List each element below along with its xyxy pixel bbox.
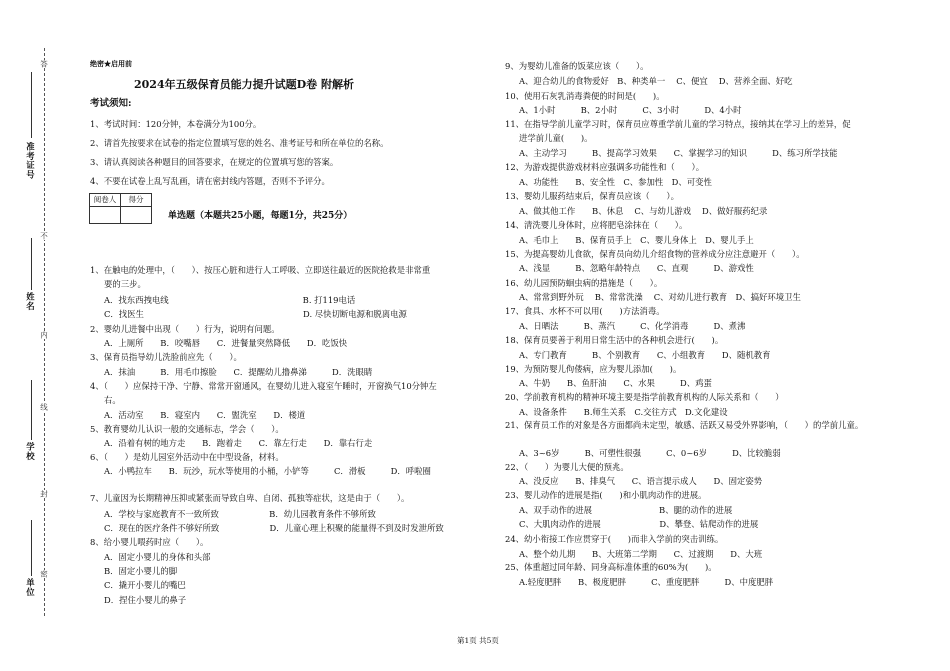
- question-stem: 21、保育员工作的对象是各方面都尚未定型，敏感、活跃又易受外界影响，（ ）的学前儿童。: [505, 420, 864, 430]
- question-stem: 12、为游戏提供游戏材料应强调多功能性和（ ）。: [505, 162, 705, 172]
- question-option: C．找医生 D. 尽快切断电源和脱离电源: [104, 309, 407, 319]
- page-title: 2024年五级保育员能力提升试题D卷 附解析: [134, 78, 354, 91]
- question-option: D．捏住小婴儿的鼻子: [104, 595, 187, 605]
- reviewer-cell[interactable]: [90, 207, 121, 224]
- question-option: A．沿着有树的地方走 B．跑着走 C．靠左行走 D．靠右行走: [104, 438, 373, 448]
- binding-mark: 线: [39, 403, 49, 411]
- question-option: A．学校与家庭教育不一致所致 B．幼儿园教育条件不够所致: [104, 509, 376, 519]
- page-footer: 第1页 共5页: [457, 636, 499, 645]
- question-stem: 5、教育婴幼儿认识一般的交通标志，学会（ ）。: [90, 424, 284, 434]
- question-stem: 1、在触电的处理中，（ ）、按压心脏和进行人工呼吸、立即送往最近的医院抢救是非常重: [90, 265, 431, 275]
- question-stem: 11、在指导学前儿童学习时，保育员应尊重学前儿童的学习特点，接纳其在学习上的差异，促: [505, 119, 851, 129]
- question-option: B．固定小婴儿的脚: [104, 566, 178, 576]
- name-field[interactable]: [31, 238, 32, 290]
- question-stem: 16、幼儿园预防蛔虫病的措施是（ ）。: [505, 278, 663, 288]
- question-stem: 9、为婴幼儿准备的饭菜应该（ ）。: [505, 61, 649, 71]
- question-option: C．撬开小婴儿的嘴巴: [104, 580, 186, 590]
- school-label: 学校: [25, 442, 36, 461]
- question-option: A．活动室 B．寝室内 C．盥洗室 D．楼道: [104, 410, 306, 420]
- question-option: 进学前儿童( )。: [519, 133, 593, 143]
- question-stem: 2、婴幼儿进餐中出现（ ）行为，说明有问题。: [90, 324, 280, 334]
- question-stem: 18、保育员要善于利用日常生活中的各种机会进行( )。: [505, 335, 724, 345]
- question-stem: 4、（ ）应保持干净、宁静、常常开窗通风，在婴幼儿进入寝室午睡时，开窗换气10分钟左: [90, 381, 437, 391]
- question-option: A．固定小婴儿的身体和头部: [104, 552, 211, 562]
- question-stem: 8、给小婴儿喂药时应（ ）。: [90, 537, 209, 547]
- question-option: A、1小时 B、2小时 C、3小时 D、4小时: [519, 105, 742, 115]
- question-stem: 20、学前教育机构的精神环境主要是指学前教育机构的人际关系和（ ）: [505, 392, 784, 402]
- question-stem: 24、幼小衔接工作应贯穿于( )而非入学前的突击训练。: [505, 534, 724, 544]
- unit-field[interactable]: [31, 520, 32, 576]
- question-option: A、做其他工作 B、休息 C、与幼儿游戏 D、做好服药纪录: [519, 206, 768, 216]
- question-stem: 17、食具、水杯不可以用( )方法消毒。: [505, 306, 665, 316]
- exam-number-field[interactable]: [31, 72, 32, 138]
- question-stem: 23、婴儿动作的进展是指( )和小肌肉动作的进展。: [505, 490, 707, 500]
- question-option: A、日晒法 B、蒸汽 C、化学消毒 D、煮沸: [519, 321, 746, 331]
- question-option: A、功能性 B、安全性 C、参加性 D、可变性: [519, 177, 712, 187]
- question-stem: 25、体重超过同年龄、同身高标准体重的60%为( )。: [505, 562, 717, 572]
- score-header: 得分: [121, 194, 152, 207]
- question-option: A、整个幼儿期 B、大班第二学期 C、过渡期 D、大班: [519, 549, 763, 559]
- question-option: A、牛奶 B、鱼肝油 C、水果 D、鸡蛋: [519, 378, 712, 388]
- section-heading: 单选题（本题共25小题，每题1分，共25分）: [168, 211, 353, 221]
- binding-mark: 答: [39, 60, 49, 68]
- reviewer-header: 阅卷人: [90, 194, 121, 207]
- question-stem: 15、为提高婴幼儿食欲，保育员向幼儿介绍食物的营养成分应注意避开（ ）。: [505, 249, 805, 259]
- notice-item: 2、请首先按要求在试卷的指定位置填写您的姓名、准考证号和所在单位的名称。: [90, 138, 389, 148]
- question-stem: 10、使用石灰乳消毒粪便的时间是( )。: [505, 91, 665, 101]
- question-stem: 19、为预防婴儿佝偻病，应为婴儿添加( )。: [505, 364, 682, 374]
- binding-mark: 密: [39, 570, 49, 578]
- binding-mark: 内: [39, 331, 49, 339]
- unit-label: 单位: [25, 578, 36, 597]
- question-option: A、浅显 B、忽略年龄特点 C、直观 D、游戏性: [519, 263, 754, 273]
- question-option: A．抹油 B．用毛巾擦脸 C．提醒幼儿撸鼻涕 D．洗眼睛: [104, 367, 373, 377]
- question-option: A、毛巾上 B、保育员手上 C、婴儿身体上 D、婴儿手上: [519, 235, 754, 245]
- notice-item: 4、不要在试卷上乱写乱画，请在密封线内答题，否则不予评分。: [90, 176, 330, 186]
- question-option: A、主动学习 B、提高学习效果 C、掌握学习的知识 D、练习所学技能: [519, 148, 838, 158]
- question-stem: 22、（ ）为婴儿大便的预兆。: [505, 462, 629, 472]
- question-option: A．找东西拽电线 B. 打119电话: [104, 295, 356, 305]
- question-option: C、大肌肉动作的进展 D、攀登、钻爬动作的进展: [519, 519, 759, 529]
- exam-number-label: 准考证号: [25, 142, 36, 180]
- question-stem: 7、儿童因为长期精神压抑或紧张而导致自卑、自闭、孤独等症状，这是由于（ ）。: [90, 493, 410, 503]
- notice-item: 1、考试时间：120分钟，本卷满分为100分。: [90, 119, 262, 129]
- question-option: A、迎合幼儿的食物爱好 B、种类单一 C、便宜 D、营养全面、好吃: [519, 76, 793, 86]
- question-option: A.轻度肥胖 B、极度肥胖 C、重度肥胖 D、中度肥胖: [519, 577, 774, 587]
- question-option: A、常常到野外玩 B、常常洗澡 C、对幼儿进行教育 D、搞好环境卫生: [519, 292, 801, 302]
- score-table: [89, 193, 152, 224]
- binding-mark: 不: [39, 232, 49, 240]
- school-field[interactable]: [31, 380, 32, 440]
- question-option: C．现在的医疗条件不够好所致 D．儿童心理上积聚的能量得不到及时发泄所致: [104, 523, 444, 533]
- question-stem: 13、婴幼儿服药结束后，保育员应该（ ）。: [505, 191, 679, 201]
- question-option: A．小鸭拉车 B．玩沙，玩水等使用的小桶，小铲等 C．滑板 D．呼啦圈: [104, 466, 431, 476]
- question-option: A、专门教育 B、个别教育 C、小组教育 D、随机教育: [519, 350, 771, 360]
- question-stem: 14、清洗婴儿身体时，应将肥皂涂抹在（ ）。: [505, 220, 688, 230]
- question-option: A、设备条件 B.师生关系 C.交往方式 D.文化建设: [519, 407, 728, 417]
- question-stem: 6、（ ）是幼儿园室外活动中在中型设备，材料。: [90, 452, 284, 462]
- question-option: A、3~6岁 B、可塑性很强 C、0~6岁 D、比较脆弱: [519, 448, 781, 458]
- question-stem: 3、保育员指导幼儿洗脸前应先（ ）。: [90, 352, 242, 362]
- question-option: 要的三步。: [104, 279, 146, 289]
- score-cell[interactable]: [121, 207, 152, 224]
- question-option: A．上厕所 B．咬嘴唇 C．进餐量突然降低 D．吃饭快: [104, 338, 348, 348]
- confidential-mark: 绝密★启用前: [90, 59, 132, 68]
- question-option: A、双手动作的进展 B、腿的动作的进展: [519, 505, 733, 515]
- notice-item: 3、请认真阅读各种题目的回答要求，在规定的位置填写您的答案。: [90, 157, 339, 167]
- question-option: 右。: [104, 395, 121, 405]
- binding-mark: 封: [39, 490, 49, 498]
- question-option: A、没反应 B、排臭气 C、语言提示成人 D、固定姿势: [519, 476, 763, 486]
- name-label: 姓名: [25, 292, 36, 311]
- notice-heading: 考试须知:: [90, 98, 132, 109]
